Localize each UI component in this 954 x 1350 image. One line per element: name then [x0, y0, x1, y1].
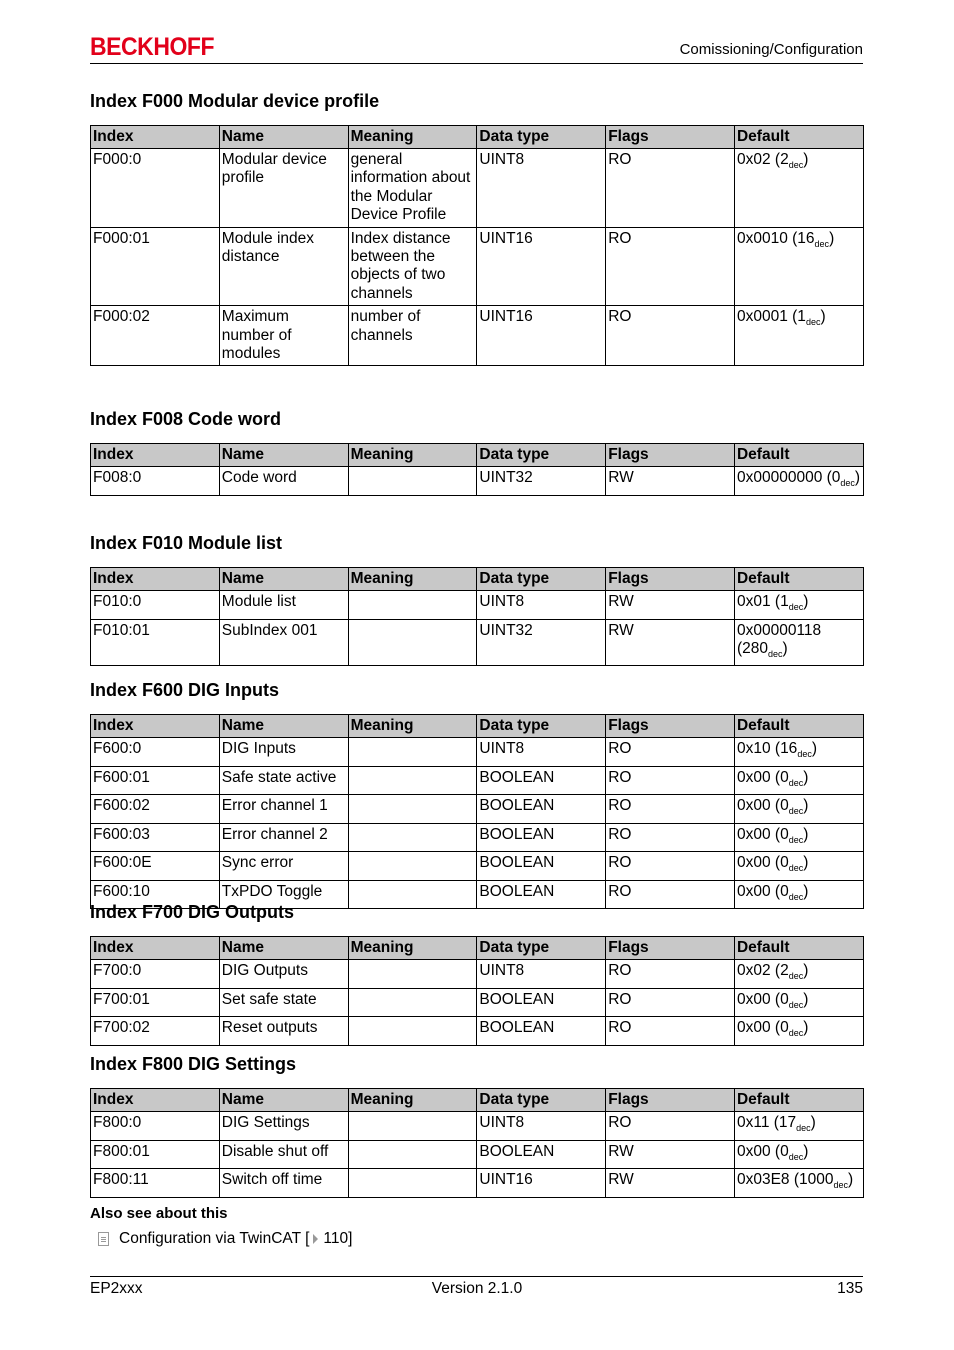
cell-name: Set safe state — [219, 988, 348, 1017]
cell-index: F000:0 — [91, 149, 220, 228]
cell-data-type: UINT8 — [477, 591, 606, 620]
cell-name: Module index distance — [219, 227, 348, 306]
cell-name: DIG Inputs — [219, 738, 348, 767]
column-header-flags: Flags — [606, 937, 735, 960]
cell-flags: RO — [606, 960, 735, 989]
section-title: Index F800 DIG Settings — [90, 1054, 297, 1074]
table-row — [91, 960, 864, 989]
cell-name: Reset outputs — [219, 1017, 348, 1046]
cell-data-type: BOOLEAN — [477, 766, 606, 795]
section-5 — [90, 1051, 863, 1198]
table-row — [91, 227, 864, 306]
column-header-index: Index — [91, 1089, 220, 1112]
cell-meaning — [348, 852, 477, 881]
cell-flags: RO — [606, 149, 735, 228]
cell-meaning — [348, 467, 477, 496]
cell-data-type: BOOLEAN — [477, 880, 606, 909]
cell-flags: RW — [606, 467, 735, 496]
cell-index: F000:01 — [91, 227, 220, 306]
cell-meaning: number of channels — [348, 306, 477, 366]
column-header-index: Index — [91, 937, 220, 960]
column-header-meaning: Meaning — [348, 715, 477, 738]
section-title: Index F600 DIG Inputs — [90, 680, 280, 700]
cell-data-type: BOOLEAN — [477, 1140, 606, 1169]
cell-flags: RO — [606, 795, 735, 824]
cell-data-type: UINT8 — [477, 1112, 606, 1141]
column-header-default: Default — [734, 1089, 863, 1112]
cell-index: F800:01 — [91, 1140, 220, 1169]
cell-index: F010:0 — [91, 591, 220, 620]
section-title: Index F008 Code word — [90, 409, 282, 429]
table-row — [91, 1169, 864, 1198]
also-see-link-page[interactable]: 110 — [323, 1230, 349, 1247]
cell-data-type: UINT8 — [477, 149, 606, 228]
column-header-data-type: Data type — [477, 1089, 606, 1112]
column-header-name: Name — [219, 937, 348, 960]
section-4 — [90, 899, 863, 1046]
table-row — [91, 306, 864, 366]
cell-flags: RO — [606, 1017, 735, 1046]
cell-name: DIG Settings — [219, 1112, 348, 1141]
column-header-flags: Flags — [606, 444, 735, 467]
cell-name: Module list — [219, 591, 348, 620]
table-row — [91, 795, 864, 824]
cell-name: Error channel 2 — [219, 823, 348, 852]
cell-name: Sync error — [219, 852, 348, 881]
column-header-flags: Flags — [606, 568, 735, 591]
table-header-row — [91, 1089, 864, 1112]
table-row — [91, 988, 864, 1017]
cell-meaning — [348, 823, 477, 852]
cell-index: F600:01 — [91, 766, 220, 795]
cell-name: Disable shut off — [219, 1140, 348, 1169]
column-header-flags: Flags — [606, 715, 735, 738]
cell-name: SubIndex 001 — [219, 619, 348, 666]
cell-index: F600:0 — [91, 738, 220, 767]
column-header-meaning: Meaning — [348, 937, 477, 960]
column-header-data-type: Data type — [477, 568, 606, 591]
footer-version: Version 2.1.0 — [431, 1280, 523, 1297]
section-2 — [90, 530, 863, 666]
table-header-row — [91, 126, 864, 149]
cell-meaning — [348, 795, 477, 824]
column-header-name: Name — [219, 715, 348, 738]
table-header-row — [91, 937, 864, 960]
cell-meaning — [348, 1140, 477, 1169]
object-table — [90, 443, 864, 496]
cell-flags: RW — [606, 1169, 735, 1198]
cell-default: 0x00 $(0_{dec})$ — [734, 988, 863, 1017]
cell-index: F700:02 — [91, 1017, 220, 1046]
cell-name: Code word — [219, 467, 348, 496]
page-arrow-icon — [313, 1234, 318, 1244]
cell-name: Maximum number of modules — [219, 306, 348, 366]
table-header-row — [91, 715, 864, 738]
cell-default: 0x02 $(2_{dec})$ — [734, 960, 863, 989]
header-section-title: Comissioning/Configuration — [679, 41, 863, 58]
column-header-data-type: Data type — [477, 715, 606, 738]
cell-flags: RW — [606, 1140, 735, 1169]
column-header-default: Default — [734, 444, 863, 467]
cell-data-type: UINT16 — [477, 1169, 606, 1198]
table-row — [91, 738, 864, 767]
section-1 — [90, 406, 863, 496]
footer-product: EP2xxx — [90, 1280, 143, 1297]
cell-data-type: BOOLEAN — [477, 795, 606, 824]
cell-data-type: BOOLEAN — [477, 823, 606, 852]
cell-data-type: BOOLEAN — [477, 852, 606, 881]
section-title: Index F700 DIG Outputs — [90, 902, 295, 922]
table-row — [91, 823, 864, 852]
cell-flags: RO — [606, 306, 735, 366]
column-header-index: Index — [91, 715, 220, 738]
object-table — [90, 936, 864, 1046]
table-row — [91, 1112, 864, 1141]
section-title: Index F010 Module list — [90, 533, 283, 553]
table-row — [91, 852, 864, 881]
cell-meaning — [348, 988, 477, 1017]
cell-flags: RO — [606, 823, 735, 852]
cell-default: 0x00 $(0_{dec})$ — [734, 823, 863, 852]
table-row — [91, 766, 864, 795]
footer-divider — [90, 1276, 863, 1277]
column-header-flags: Flags — [606, 126, 735, 149]
table-row — [91, 1017, 864, 1046]
column-header-index: Index — [91, 568, 220, 591]
cell-flags: RO — [606, 738, 735, 767]
cell-default: 0x11 $(17_{dec})$ — [734, 1112, 863, 1141]
cell-data-type: UINT8 — [477, 738, 606, 767]
section-3 — [90, 677, 863, 909]
table-header-row — [91, 568, 864, 591]
cell-meaning — [348, 591, 477, 620]
cell-index: F008:0 — [91, 467, 220, 496]
column-header-data-type: Data type — [477, 126, 606, 149]
cell-flags: RO — [606, 988, 735, 1017]
cell-flags: RW — [606, 591, 735, 620]
object-table — [90, 714, 864, 909]
cell-default: 0x00000118 $(280_{dec})$ — [734, 619, 863, 666]
cell-meaning: general information about the Modular Device Profile — [348, 149, 477, 228]
cell-index: F600:10 — [91, 880, 220, 909]
cell-default: 0x00 $(0_{dec})$ — [734, 1017, 863, 1046]
cell-flags: RO — [606, 852, 735, 881]
cell-flags: RW — [606, 619, 735, 666]
column-header-meaning: Meaning — [348, 126, 477, 149]
column-header-meaning: Meaning — [348, 568, 477, 591]
cell-name: Safe state active — [219, 766, 348, 795]
object-table — [90, 1088, 864, 1198]
column-header-name: Name — [219, 126, 348, 149]
cell-index: F600:0E — [91, 852, 220, 881]
cell-default: 0x00000000 $(0_{dec})$ — [734, 467, 863, 496]
column-header-data-type: Data type — [477, 444, 606, 467]
cell-index: F700:01 — [91, 988, 220, 1017]
column-header-flags: Flags — [606, 1089, 735, 1112]
column-header-name: Name — [219, 444, 348, 467]
column-header-default: Default — [734, 937, 863, 960]
also-see-link-text[interactable]: Configuration via TwinCAT [ — [119, 1230, 310, 1247]
cell-data-type: BOOLEAN — [477, 1017, 606, 1046]
cell-meaning — [348, 1112, 477, 1141]
cell-data-type: UINT16 — [477, 306, 606, 366]
section-0 — [90, 88, 863, 366]
cell-name: Modular device profile — [219, 149, 348, 228]
cell-index: F600:03 — [91, 823, 220, 852]
cell-data-type: UINT32 — [477, 467, 606, 496]
footer-page-number: 135 — [837, 1280, 863, 1297]
cell-meaning: Index distance between the objects of two channels — [348, 227, 477, 306]
table-header-row — [91, 444, 864, 467]
table-row — [91, 467, 864, 496]
cell-default: 0x00 $(0_{dec})$ — [734, 852, 863, 881]
column-header-default: Default — [734, 126, 863, 149]
cell-index: F800:11 — [91, 1169, 220, 1198]
cell-index: F010:01 — [91, 619, 220, 666]
cell-data-type: UINT8 — [477, 960, 606, 989]
cell-default: 0x00 $(0_{dec})$ — [734, 880, 863, 909]
table-row — [91, 149, 864, 228]
cell-data-type: UINT32 — [477, 619, 606, 666]
cell-default: 0x02 $(2_{dec})$ — [734, 149, 863, 228]
cell-meaning — [348, 1169, 477, 1198]
cell-index: F600:02 — [91, 795, 220, 824]
column-header-name: Name — [219, 1089, 348, 1112]
cell-flags: RO — [606, 227, 735, 306]
object-table — [90, 125, 864, 366]
cell-meaning — [348, 1017, 477, 1046]
cell-index: F700:0 — [91, 960, 220, 989]
cell-flags: RO — [606, 880, 735, 909]
cell-default: 0x0001 $(1_{dec})$ — [734, 306, 863, 366]
cell-flags: RO — [606, 1112, 735, 1141]
column-header-meaning: Meaning — [348, 1089, 477, 1112]
object-table — [90, 567, 864, 666]
section-title: Index F000 Modular device profile — [90, 91, 380, 111]
cell-data-type: UINT16 — [477, 227, 606, 306]
column-header-index: Index — [91, 444, 220, 467]
cell-default: 0x0010 $(16_{dec})$ — [734, 227, 863, 306]
column-header-data-type: Data type — [477, 937, 606, 960]
cell-index: F800:0 — [91, 1112, 220, 1141]
cell-name: TxPDO Toggle — [219, 880, 348, 909]
cell-meaning — [348, 766, 477, 795]
cell-default: 0x00 $(0_{dec})$ — [734, 766, 863, 795]
column-header-meaning: Meaning — [348, 444, 477, 467]
also-see-heading: Also see about this — [90, 1205, 228, 1222]
cell-meaning — [348, 960, 477, 989]
table-row — [91, 619, 864, 666]
also-see-link[interactable] — [98, 1230, 352, 1248]
column-header-name: Name — [219, 568, 348, 591]
cell-default: 0x03E8 $(1000_{dec})$ — [734, 1169, 863, 1198]
cell-default: 0x00 $(0_{dec})$ — [734, 1140, 863, 1169]
column-header-index: Index — [91, 126, 220, 149]
beckhoff-logo: BECKHOFF — [90, 33, 215, 61]
cell-name: DIG Outputs — [219, 960, 348, 989]
cell-flags: RO — [606, 766, 735, 795]
table-row — [91, 1140, 864, 1169]
cell-name: Error channel 1 — [219, 795, 348, 824]
also-see-link-close: ] — [348, 1230, 353, 1247]
cell-meaning — [348, 738, 477, 767]
cell-default: 0x00 $(0_{dec})$ — [734, 795, 863, 824]
column-header-default: Default — [734, 715, 863, 738]
cell-index: F000:02 — [91, 306, 220, 366]
document-icon — [98, 1232, 109, 1246]
column-header-default: Default — [734, 568, 863, 591]
cell-name: Switch off time — [219, 1169, 348, 1198]
cell-default: 0x01 $(1_{dec})$ — [734, 591, 863, 620]
header-divider — [90, 63, 863, 64]
cell-meaning — [348, 619, 477, 666]
table-row — [91, 591, 864, 620]
cell-default: 0x10 $(16_{dec})$ — [734, 738, 863, 767]
cell-data-type: BOOLEAN — [477, 988, 606, 1017]
